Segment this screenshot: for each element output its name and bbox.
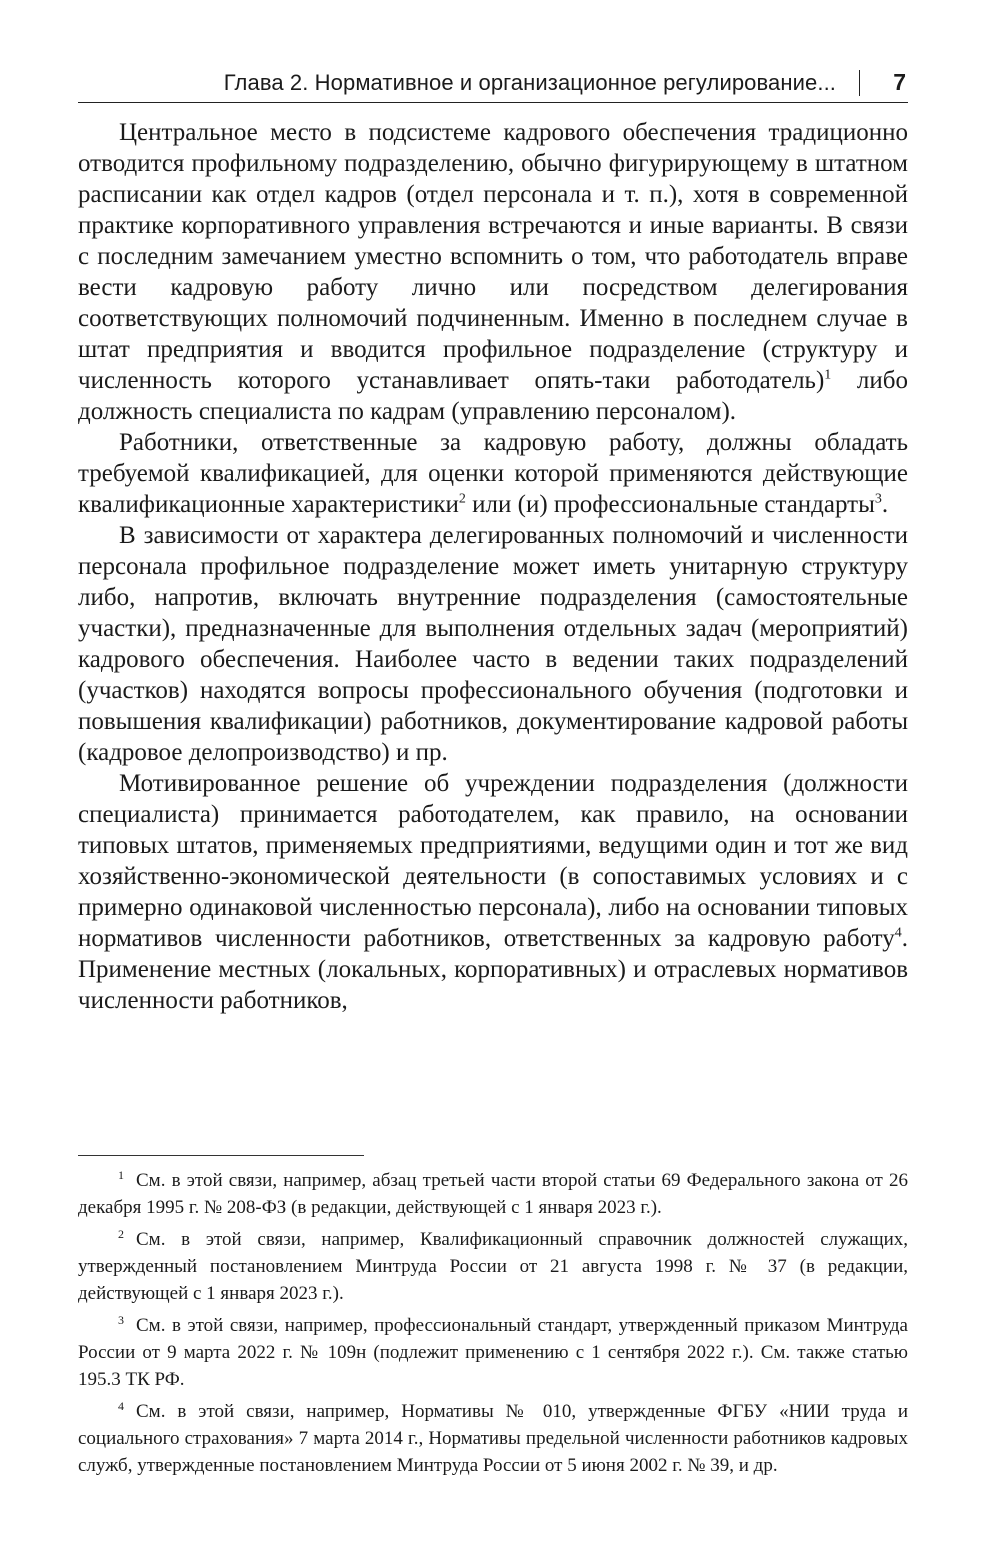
page-number: 7: [893, 69, 906, 95]
footnote-3: [78, 1312, 908, 1393]
paragraph-1: [78, 117, 908, 427]
footnote-ref-2: 2: [458, 491, 466, 507]
paragraph-2-text-a: Работники, ответственные за кадровую работу, должны обладать требуемой квалификацией, для оценки которой применяются действующие квалификационные характеристики: [78, 429, 908, 518]
paragraph-3: В зависимости от характера делегированных полномочий и численности персонала профильное подразделение может иметь унитарную структуру либо, напротив, включать внутренние подразделения (самостоятельные участки), предназначенные для выполнения отдельных задач (мероприятий) кадрового обеспечения. Наиболее часто в ведении таких подразделений (участков) находятся вопросы профессионального обучения (подготовки и повышения квалификации) работников, документирование кадровой работы (кадровое делопроизводство) и пр.: [78, 522, 908, 766]
footnote-3-number: 3: [118, 1312, 124, 1327]
footnote-4: [78, 1398, 908, 1479]
paragraph-4: [78, 768, 908, 1016]
paragraph-4-text-a: Мотивированное решение об учреждении подразделения (должности специалиста) принимается работодателем, как правило, на основании типовых штатов, применяемых предприятиями, ведущими один и тот же вид хозяйственно-экономической деятельности (в сопоставимых условиях и с примерно одинаковой численностью персонала), либо на основании типовых нормативов численности работников, ответственных за кадровую работу: [78, 770, 908, 952]
paragraph-2: [78, 427, 908, 520]
paragraph-4-text-b: . Применение местных (локальных, корпоративных) и отраслевых нормативов численности работников,: [78, 925, 908, 1014]
paragraph-2-text-c: .: [881, 491, 889, 518]
footnote-1-number: 1: [118, 1167, 124, 1182]
footnote-1: [78, 1167, 908, 1221]
footnote-1-text: См. в этой связи, например, абзац третьей части второй статьи 69 Федерального закона от 26 декабря 1995 г. № 208-ФЗ (в редакции, действующей с 1 января 2023 г.).: [78, 1170, 908, 1218]
main-text: [78, 117, 908, 1016]
footnotes: [78, 1167, 908, 1484]
footnote-2-text: См. в этой связи, например, Квалификационный справочник должностей служащих, утвержденный постановлением Минтруда России от 21 августа 1998 г. № 37 (в редакции, действующей с 1 января 2023 г.).: [78, 1229, 908, 1304]
running-header: [78, 66, 908, 103]
footnote-4-number: 4: [118, 1398, 124, 1413]
footnote-4-text: См. в этой связи, например, Нормативы № 010, утвержденные ФГБУ «НИИ труда и социального страхования» 7 марта 2014 г., Нормативы предельной численности работников кадровых служб, утвержденные постановлением Минтруда России от 5 июня 2002 г. № 39, и др.: [78, 1401, 908, 1476]
footnote-ref-4: 4: [894, 925, 902, 941]
paragraph-1-text-a: Центральное место в подсистеме кадрового обеспечения традиционно отводится профильному подразделению, обычно фигурирующему в штатном расписании как отдел кадров (отдел персонала и т. п.), хотя в современной практике корпоративного управления встречаются и иные варианты. В связи с последним замечанием уместно вспомнить о том, что работодатель вправе вести кадровую работу лично или посредством делегирования соответствующих полномочий подчиненным. Именно в последнем случае в штат предприятия и вводится профильное подразделение (структуру и численность которого устанавливает опять-таки работодатель): [78, 119, 908, 394]
paragraph-1-text-b: либо должность специалиста по кадрам (управлению персоналом).: [78, 367, 908, 425]
footnote-ref-1: 1: [824, 367, 832, 383]
footnote-2-number: 2: [118, 1226, 124, 1241]
footnote-ref-3: 3: [874, 491, 882, 507]
header-separator: [859, 70, 861, 96]
footnote-3-text: См. в этой связи, например, профессиональный стандарт, утвержденный приказом Минтруда России от 9 марта 2022 г. № 109н (подлежит применению с 1 сентября 2022 г.). См. также статью 195.3 ТК РФ.: [78, 1315, 908, 1390]
footnote-divider: [78, 1155, 364, 1156]
chapter-title: Глава 2. Нормативное и организационное регулирование...: [223, 70, 836, 95]
footnote-2: [78, 1226, 908, 1307]
paragraph-2-text-b: или (и) профессиональные стандарты: [465, 491, 875, 518]
